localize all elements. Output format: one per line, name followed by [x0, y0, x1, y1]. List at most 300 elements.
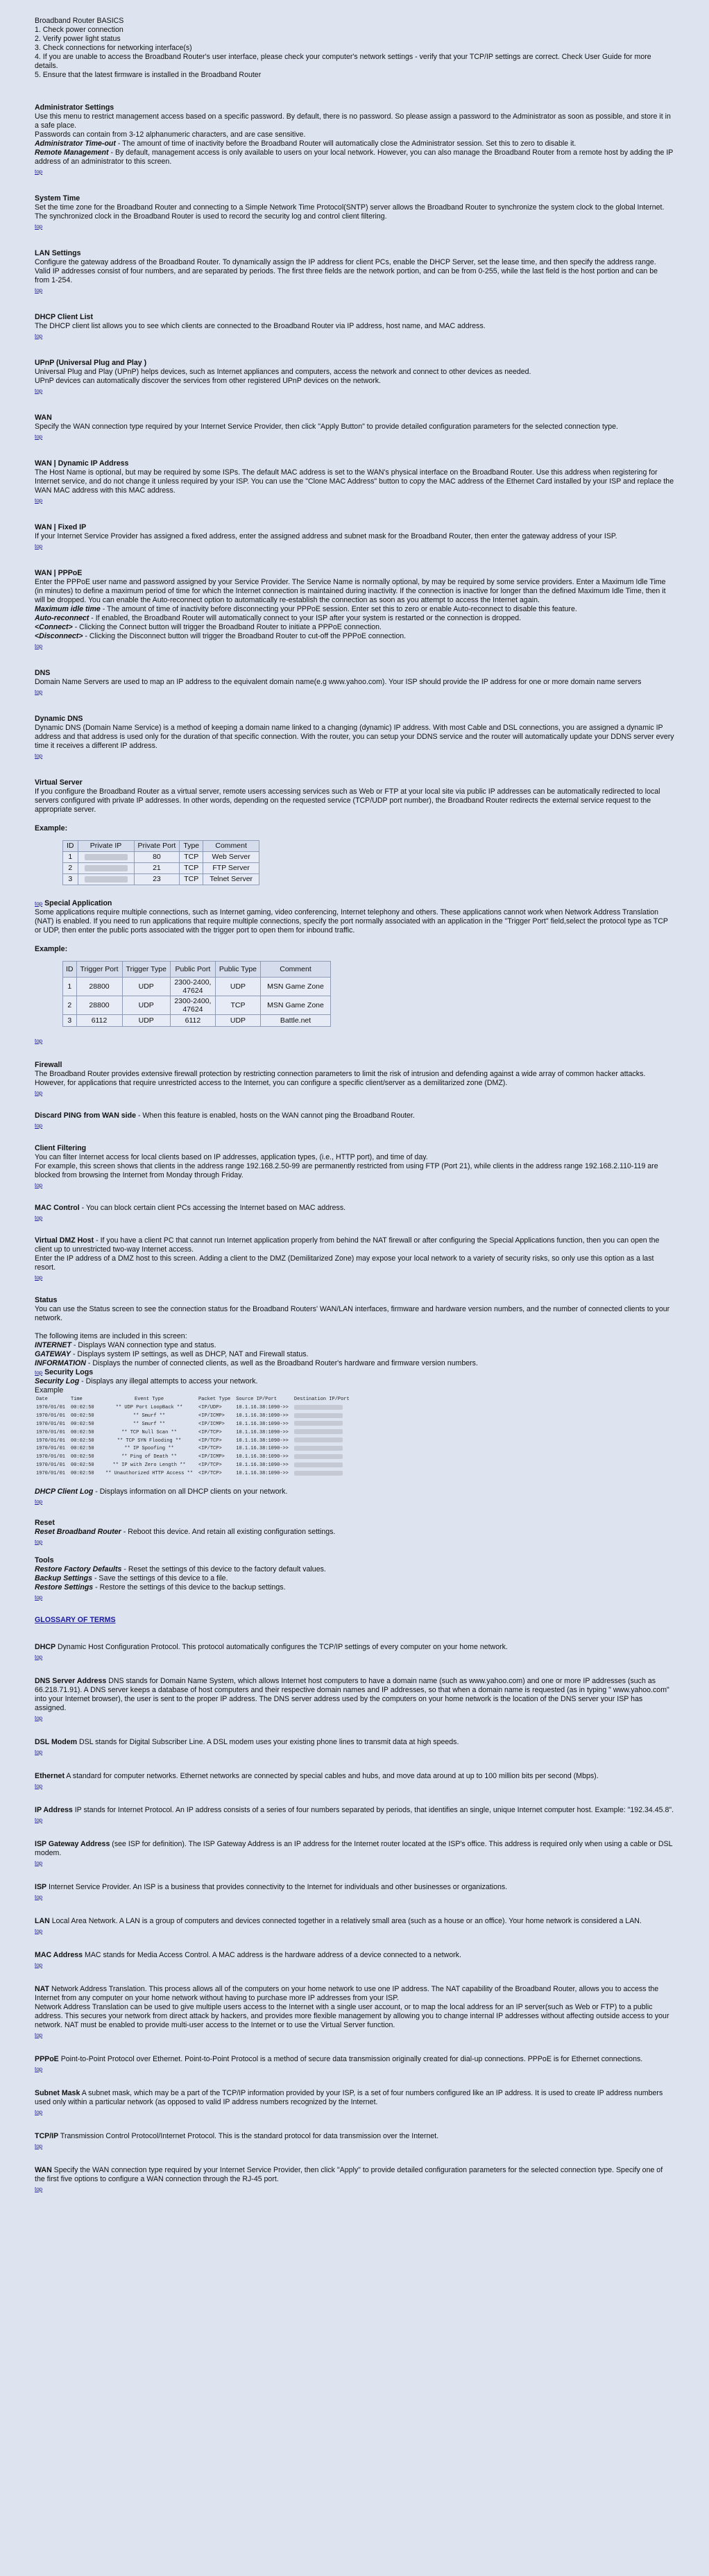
glossary-definition: Local Area Network. A LAN is a group of computers and devices connected together in a relatively small area (such as a house or an office). Your home network is considered a LAN. — [49, 1917, 642, 1926]
basics-section — [35, 17, 674, 80]
table-cell: ** TCP Null Scan ** — [121, 1429, 177, 1435]
table-cell: 1 — [63, 978, 77, 996]
table-cell: 10.1.16.38:1090->> — [236, 1471, 289, 1477]
admin-section — [35, 103, 674, 176]
glossary-definition: Dynamic Host Configuration Protocol. This protocol automatically configures the TCP/IP settings of every computer on your home network. — [55, 1643, 508, 1652]
top-link[interactable]: top — [35, 1215, 43, 1221]
dhcp-log-line — [35, 1487, 674, 1496]
table-cell: 1970/01/01 — [36, 1462, 66, 1469]
table-cell: TCP — [180, 863, 203, 874]
table-header: ID — [63, 841, 78, 852]
table-cell: 21 — [134, 863, 180, 874]
top-link[interactable]: top — [35, 1090, 43, 1096]
table-cell: 00:02:50 — [71, 1413, 94, 1419]
glossary-term: Subnet Mask — [35, 2089, 80, 2098]
table-cell: <IP/TCP> — [198, 1438, 222, 1444]
dmz-p2: Enter the IP address of a DMZ host to this screen. Adding a client to the DMZ (Demilitarized Zone) may expose your local network to a variety of security risks, so only use this option as a last resort. — [35, 1254, 654, 1272]
table-row — [63, 863, 259, 874]
system-time-text: Set the time zone for the Broadband Router and connecting to a Simple Network Time Protocol(SNTP) server allows the Broadband Router to synchronize the system clock to the global Internet. The synchronized clock in the Broadband Router is used to record the security log and control client filtering. — [35, 203, 665, 221]
security-log-line — [35, 1377, 674, 1386]
glossary-term: TCP/IP — [35, 2132, 59, 2141]
table-cell: ** IP with Zero Length ** — [112, 1462, 186, 1469]
status-internet-text: - Displays WAN connection type and status. — [71, 1341, 216, 1349]
top-link[interactable]: top — [35, 1928, 43, 1935]
glossary-entry — [35, 1738, 674, 1757]
vserver-table — [62, 840, 259, 885]
wan-section — [35, 413, 674, 441]
ddns-section — [35, 715, 674, 760]
table-cell-redacted — [294, 1446, 354, 1453]
vserver-section — [35, 778, 674, 885]
table-cell: 00:02:50 — [71, 1454, 94, 1460]
table-cell: 2 — [63, 863, 78, 874]
admin-title: Administrator Settings — [35, 103, 114, 112]
table-cell: <IP/TCP> — [198, 1446, 222, 1452]
tools-restore-text: - Reset the settings of this device to the factory default values. — [121, 1565, 326, 1574]
client-filter-section — [35, 1144, 674, 1190]
basics-item: 2. Verify power light status — [35, 35, 121, 43]
upnp-section — [35, 359, 674, 395]
table-header: Public Port — [170, 962, 215, 978]
pppoe-connect-text: - Clicking the Connect button will trigger the Broadband Router to initiate a PPPoE connection. — [72, 623, 382, 631]
pppoe-idle — [35, 605, 674, 614]
top-link[interactable]: top — [35, 1539, 43, 1546]
glossary-line — [35, 1806, 674, 1815]
top-link[interactable]: top — [35, 1860, 43, 1867]
basics-item: 5. Ensure that the latest firmware is installed in the Broadband Router — [35, 71, 262, 79]
reset-section — [35, 1519, 674, 1546]
table-cell: <IP/TCP> — [198, 1462, 222, 1469]
table-cell: 80 — [134, 852, 180, 863]
table-cell: 2300-2400, 47624 — [170, 996, 215, 1015]
reset-title: Reset — [35, 1519, 55, 1528]
top-link[interactable]: top — [35, 287, 43, 293]
table-cell: 28800 — [76, 978, 122, 996]
glossary-term: LAN — [35, 1917, 50, 1926]
special-app-section — [35, 899, 674, 1046]
top-link[interactable]: top — [35, 2109, 43, 2116]
dns-section — [35, 669, 674, 697]
glossary-entry — [35, 1772, 674, 1791]
top-link[interactable]: top — [35, 1894, 43, 1901]
glossary-entry — [35, 2132, 674, 2151]
tools-section — [35, 1556, 674, 1602]
mac-control-title: MAC Control — [35, 1204, 80, 1212]
pppoe-auto — [35, 614, 674, 623]
security-log-table-wrap — [35, 1395, 423, 1479]
table-cell-redacted — [294, 1454, 354, 1461]
vserver-title: Virtual Server — [35, 778, 83, 787]
table-row — [36, 1462, 354, 1469]
top-link[interactable]: top — [35, 1817, 43, 1824]
ddns-title: Dynamic DNS — [35, 715, 83, 723]
table-row — [63, 852, 259, 863]
table-cell: <IP/TCP> — [198, 1429, 222, 1435]
special-app-example-label: Example: — [35, 945, 68, 953]
status-info-text: - Displays the number of connected clients, as well as the Broadband Router's hardware and firmware version numbers. — [85, 1359, 478, 1367]
table-cell: 1970/01/01 — [36, 1446, 66, 1452]
table-cell: 1970/01/01 — [36, 1413, 66, 1419]
glossary-line — [35, 1677, 674, 1713]
glossary-entry — [35, 1985, 674, 2040]
table-row — [63, 874, 259, 885]
table-header: Packet Type — [198, 1397, 231, 1402]
glossary-line — [35, 1985, 674, 2003]
top-link[interactable]: top — [35, 2143, 43, 2150]
table-cell: 28800 — [76, 996, 122, 1015]
system-time-title: System Time — [35, 194, 80, 203]
admin-remote-text: - By default, management access is only available to users on your local network. However, you can also manage the Broadband Router from a remote host by adding the IP address of an administrator to this screen. — [35, 148, 674, 166]
dhcp-log-label: DHCP Client Log — [35, 1487, 94, 1496]
top-link[interactable]: top — [35, 1499, 43, 1505]
tools-backup-text: - Save the settings of this device to a file. — [92, 1574, 228, 1583]
mac-control-section — [35, 1204, 674, 1222]
glossary-definition: Point-to-Point Protocol over Ethernet. Point-to-Point Protocol is a method of secure data transmission originally created for dial-up connections. PPPoE is for Ethernet connections. — [58, 2055, 643, 2064]
table-cell-redacted — [294, 1429, 354, 1436]
table-cell-redacted — [78, 874, 134, 885]
glossary-line — [35, 1772, 674, 1781]
top-link[interactable]: top — [35, 1654, 43, 1661]
special-app-title: Special Application — [44, 899, 112, 907]
status-following: The following items are included in this screen: — [35, 1332, 187, 1340]
table-cell: UDP — [215, 1015, 260, 1027]
table-cell: Telnet Server — [203, 874, 259, 885]
discard-ping-title: Discard PING from WAN side — [35, 1111, 136, 1120]
status-section — [35, 1296, 674, 1368]
glossary-term: ISP Gateway Address — [35, 1840, 110, 1849]
table-cell: 00:02:50 — [71, 1462, 94, 1469]
glossary-term: ISP — [35, 1883, 47, 1892]
top-link[interactable]: top — [35, 1274, 43, 1281]
lan-title: LAN Settings — [35, 249, 81, 257]
system-time-section — [35, 194, 674, 231]
table-row — [63, 996, 331, 1015]
table-row — [36, 1446, 354, 1453]
glossary-definition: DSL stands for Digital Subscriber Line. A DSL modem uses your existing phone lines to transmit data at high speeds. — [77, 1738, 459, 1747]
security-log-table — [35, 1395, 355, 1479]
pppoe-connect — [35, 623, 674, 632]
status-info — [35, 1359, 674, 1368]
dhcp-list-text: The DHCP client list allows you to see which clients are connected to the Broadband Router via IP address, host name, and MAC address. — [35, 322, 486, 330]
table-header: Comment — [203, 841, 259, 852]
top-link[interactable]: top — [35, 333, 43, 339]
glossary-title[interactable]: GLOSSARY OF TERMS — [35, 1616, 116, 1625]
top-link[interactable]: top — [35, 2066, 43, 2073]
top-link[interactable]: top — [35, 753, 43, 759]
table-header: Source IP/Port — [236, 1397, 277, 1402]
table-header: Type — [180, 841, 203, 852]
glossary-definition: A standard for computer networks. Ethernet networks are connected by special cables and hubs, and move data around at up to 100 million bits per second (Mbps). — [64, 1772, 599, 1781]
security-logs-section — [35, 1368, 674, 1506]
glossary-entry — [35, 1643, 674, 1662]
table-cell: 00:02:50 — [71, 1429, 94, 1435]
top-link[interactable]: top — [35, 1594, 43, 1601]
table-cell: 6112 — [76, 1015, 122, 1027]
table-cell: <IP/UDP> — [198, 1404, 222, 1410]
table-cell: 10.1.16.38:1090->> — [236, 1446, 289, 1452]
table-cell: 1970/01/01 — [36, 1454, 66, 1460]
glossary-definition: IP stands for Internet Protocol. An IP address consists of a series of four numbers separated by periods, that identifies an single, unique Internet computer host. Example: "192.34.45.8". — [72, 1806, 674, 1815]
reset-text: - Reboot this device. And retain all existing configuration settings. — [121, 1528, 336, 1537]
table-cell: 00:02:50 — [71, 1421, 94, 1427]
table-row — [36, 1421, 354, 1428]
table-cell-redacted — [294, 1471, 354, 1478]
table-cell: 10.1.16.38:1090->> — [236, 1429, 289, 1435]
table-header: Date — [36, 1397, 48, 1402]
reset-line — [35, 1528, 674, 1537]
table-cell: 10.1.16.38:1090->> — [236, 1404, 289, 1410]
top-link[interactable]: top — [35, 543, 43, 549]
basics-title: Broadband Router BASICS — [35, 17, 124, 25]
glossary-term: Ethernet — [35, 1772, 65, 1781]
table-cell: 10.1.16.38:1090->> — [236, 1413, 289, 1419]
table-cell: ** UDP Port LoopBack ** — [115, 1404, 183, 1410]
glossary-definition-extra: Network Address Translation can be used to give multiple users access to the Internet with a single user account, or to map the local address for an IP server(such as Web or FTP) to a public address. This secures your network from direct attack by hackers, and provides more flexible management by allowing you to change internal IP addresses without affecting outside access to your network. NAT must be enabled to provide multi-user access to the Internet or to use the Virtual Server function. — [35, 2003, 669, 2030]
table-cell: 3 — [63, 1015, 77, 1027]
tools-rsettings-text: - Restore the settings of this device to the backup settings. — [93, 1583, 286, 1592]
table-cell-redacted — [294, 1421, 354, 1428]
top-link[interactable]: top — [35, 169, 43, 175]
table-header: Trigger Type — [122, 962, 170, 978]
table-header-row — [63, 841, 259, 852]
glossary-term: IP Address — [35, 1806, 73, 1815]
client-filter-p2: For example, this screen shows that clients in the address range 192.168.2.50-99 are permanently restricted from using FTP (Port 21), while clients in the address range 192.168.2.110-119 are blocked from browsing the Internet from Monday through Friday. — [35, 1162, 658, 1179]
tools-title: Tools — [35, 1556, 54, 1565]
admin-timeout — [35, 139, 674, 148]
top-link[interactable]: top — [35, 901, 43, 907]
table-cell: UDP — [122, 978, 170, 996]
glossary-term: WAN — [35, 2166, 52, 2175]
reset-label: Reset Broadband Router — [35, 1528, 121, 1537]
firewall-section — [35, 1061, 674, 1098]
glossary-entry — [35, 1951, 674, 1970]
top-link[interactable]: top — [35, 1038, 43, 1044]
table-cell: 2 — [63, 996, 77, 1015]
top-link[interactable]: top — [35, 434, 43, 440]
pppoe-idle-label: Maximum idle time — [35, 605, 101, 613]
status-info-label: INFORMATION — [35, 1359, 86, 1367]
table-cell: Web Server — [203, 852, 259, 863]
table-cell: MSN Game Zone — [261, 996, 331, 1015]
pppoe-connect-label: <Connect> — [35, 623, 73, 631]
glossary-entry — [35, 1917, 674, 1936]
admin-p1: Use this menu to restrict management access based on a specific password. By default, there is no password. So please assign a password to the Administrator as soon as possible, and store it in a safe place. — [35, 112, 671, 130]
table-cell: ** Ping of Death ** — [121, 1454, 177, 1460]
vserver-text: If you configure the Broadband Router as a virtual server, remote users accessing services such as Web or FTP at your local site via public IP addresses can be automatically redirected to local servers configured with private IP addresses. In other words, depending on the requested service (TCP/UDP port number), the Broadband Router redirects the external service request to the appropriate server. — [35, 787, 660, 814]
glossary-term: MAC Address — [35, 1951, 83, 1960]
tools-restore-label: Restore Factory Defaults — [35, 1565, 122, 1574]
glossary-term: DNS Server Address — [35, 1677, 107, 1686]
wan-dynamic-title: WAN | Dynamic IP Address — [35, 459, 129, 468]
table-row — [36, 1454, 354, 1461]
table-cell: 00:02:50 — [71, 1404, 94, 1410]
glossary-line — [35, 2166, 674, 2184]
security-log-label: Security Log — [35, 1377, 80, 1385]
table-cell: 00:02:50 — [71, 1438, 94, 1444]
dmz-line — [35, 1236, 674, 1254]
top-link[interactable]: top — [35, 2186, 43, 2193]
pppoe-disconnect — [35, 632, 674, 641]
table-cell-redacted — [294, 1405, 354, 1412]
discard-ping-section — [35, 1111, 674, 1130]
top-link[interactable]: top — [35, 2032, 43, 2039]
top-link[interactable]: top — [35, 497, 43, 504]
table-header: Public Type — [215, 962, 260, 978]
pppoe-auto-text: - If enabled, the Broadband Router will automatically connect to your ISP after your system is restarted or the connection is dropped. — [89, 614, 522, 622]
dhcp-log-text: - Displays information on all DHCP clients on your network. — [93, 1487, 288, 1496]
table-cell-redacted — [294, 1438, 354, 1444]
glossary-entry — [35, 2089, 674, 2117]
admin-timeout-text: - The amount of time of inactivity before the Broadband Router will automatically close the Administrator session. Set this to zero to disable it. — [115, 139, 576, 148]
table-cell: 1970/01/01 — [36, 1429, 66, 1435]
dmz-section — [35, 1236, 674, 1282]
table-cell: 1970/01/01 — [36, 1404, 66, 1410]
table-cell: 1 — [63, 852, 78, 863]
top-link[interactable]: top — [35, 689, 43, 695]
pppoe-idle-text: - The amount of time of inactivity before disconnecting your PPPoE session. Enter set this to zero or enable Auto-reconnect to disable this feature. — [100, 605, 577, 613]
table-cell-redacted — [78, 863, 134, 874]
wan-pppoe-section — [35, 569, 674, 651]
status-internet-label: INTERNET — [35, 1341, 71, 1349]
glossary-definition: (see ISP for definition). The ISP Gateway Address is an IP address for the Internet router located at the ISP's office. This address is required only when using a cable or DSL modem. — [35, 1840, 673, 1858]
table-row — [36, 1405, 354, 1412]
table-cell: <IP/TCP> — [198, 1471, 222, 1477]
top-link[interactable]: top — [35, 388, 43, 394]
admin-timeout-label: Administrator Time-out — [35, 139, 116, 148]
glossary-entry — [35, 1883, 674, 1902]
status-gateway-label: GATEWAY — [35, 1350, 71, 1358]
upnp-p1: Universal Plug and Play (UPnP) helps devices, such as Internet appliances and computers, access the network and connect to other devices as needed. — [35, 368, 531, 376]
glossary-term: DSL Modem — [35, 1738, 78, 1747]
glossary-term: NAT — [35, 1985, 49, 1994]
table-cell: 3 — [63, 874, 78, 885]
admin-remote — [35, 148, 674, 167]
glossary-term: DHCP — [35, 1643, 56, 1652]
glossary-line — [35, 1643, 674, 1652]
top-link[interactable]: top — [35, 643, 43, 649]
table-header-row — [63, 962, 331, 978]
top-link[interactable]: top — [35, 1182, 43, 1188]
tools-backup-label: Backup Settings — [35, 1574, 93, 1583]
dhcp-list-title: DHCP Client List — [35, 313, 93, 321]
table-cell: 6112 — [170, 1015, 215, 1027]
firewall-title: Firewall — [35, 1061, 62, 1069]
dmz-title: Virtual DMZ Host — [35, 1236, 94, 1245]
wan-fixed-section — [35, 523, 674, 551]
table-cell: TCP — [180, 852, 203, 863]
special-app-heading — [35, 899, 674, 908]
security-logs-title: Security Logs — [44, 1368, 94, 1376]
table-cell-redacted — [294, 1462, 354, 1469]
wan-title: WAN — [35, 413, 52, 422]
firewall-text: The Broadband Router provides extensive firewall protection by restricting connection parameters to limit the risk of intrusion and defending against a wide array of common hacker attacks. However, for applications that require unrestricted access to the Internet, you can configure a specific client/server as a demilitarized zone (DMZ). — [35, 1070, 646, 1087]
glossary-definition: DNS stands for Domain Name System, which allows Internet host computers to have a domain name (such as www.yahoo.com) and one or more IP addresses (such as 66.218.71.91). A DNS server keeps a database of host computers and their respective domain names and IP addresses, so that when a domain name is requested (as in typing " www.yahoo.com" into your Internet browser), the user is sent to the proper IP address. The DNS server address used by the computers on your home network is the location of the DNS server your ISP has assigned. — [35, 1677, 669, 1713]
table-cell: 1970/01/01 — [36, 1471, 66, 1477]
special-app-table — [62, 961, 331, 1027]
mac-control-line — [35, 1204, 674, 1213]
lan-p1: Configure the gateway address of the Broadband Router. To dynamically assign the IP address for client PCs, enable the DHCP Server, set the lease time, and then specify the address range. — [35, 258, 656, 266]
dns-title: DNS — [35, 669, 51, 677]
admin-p2: Passwords can contain from 3-12 alphanumeric characters, and are case sensitive. — [35, 130, 306, 139]
pppoe-disconnect-label: <Disconnect> — [35, 632, 83, 640]
table-row — [36, 1429, 354, 1436]
mac-control-text: - You can block certain client PCs accessing the Internet based on MAC address. — [79, 1204, 346, 1212]
dmz-text: - If you have a client PC that cannot run Internet application properly from behind the NAT firewall or after configuring the Special Applications function, then you can open the client up to unrestricted two-way Internet access. — [35, 1236, 660, 1254]
admin-remote-label: Remote Management — [35, 148, 109, 157]
tools-backup — [35, 1574, 674, 1583]
ddns-text: Dynamic DNS (Domain Name Service) is a method of keeping a domain name linked to a changing (dynamic) IP address. With most Cable and DSL connections, you are assigned a dynamic IP address and that address is used only for the duration of that specific connection. With the router, you can setup your DDNS service and the router will automatically update your DDNS server every time it receives a different IP address. — [35, 724, 674, 750]
table-cell: 1970/01/01 — [36, 1421, 66, 1427]
glossary-entry — [35, 1677, 674, 1723]
table-cell: ** IP Spoofing ** — [124, 1446, 174, 1452]
glossary-entry — [35, 2166, 674, 2194]
glossary-line — [35, 1951, 674, 1960]
glossary-entry — [35, 1806, 674, 1825]
table-cell: <IP/ICMP> — [198, 1454, 225, 1460]
table-cell: ** TCP SYN Flooding ** — [117, 1438, 182, 1444]
status-gateway-text: - Displays system IP settings, as well as DHCP, NAT and Firewall status. — [71, 1350, 309, 1358]
tools-rsettings — [35, 1583, 674, 1592]
table-header: Private Port — [134, 841, 180, 852]
table-row — [63, 978, 331, 996]
table-cell: TCP — [215, 996, 260, 1015]
wan-dynamic-text: The Host Name is optional, but may be required by some ISPs. The default MAC address is set to the WAN's physical interface on the Broadband Router. Use this address when registering for Internet service, and do not change it unless required by your ISP. You can use the "Clone MAC Address" button to copy the MAC address of the Ethernet Card installed by your ISP and replace the WAN MAC address with this MAC address. — [35, 468, 674, 495]
glossary-definition: Network Address Translation. This process allows all of the computers on your home network to use one IP address. The NAT capability of the Broadband Router, allows you to access the Internet from any computer on your home network without having to purchase more IP addresses from your ISP. — [35, 1985, 659, 2003]
wan-fixed-text: If your Internet Service Provider has assigned a fixed address, enter the assigned address and subnet mask for the Broadband Router, then enter the gateway address of your ISP. — [35, 532, 617, 540]
wan-pppoe-title: WAN | PPPoE — [35, 569, 83, 577]
table-cell: <IP/ICMP> — [198, 1413, 225, 1419]
top-link[interactable]: top — [35, 1962, 43, 1969]
table-cell: 10.1.16.38:1090->> — [236, 1454, 289, 1460]
tools-rsettings-label: Restore Settings — [35, 1583, 94, 1592]
table-header: Destination IP/Port — [293, 1397, 350, 1402]
glossary-definition: Transmission Control Protocol/Internet Protocol. This is the standard protocol for data transmission over the Internet. — [58, 2132, 439, 2141]
top-link[interactable]: top — [35, 1123, 43, 1129]
table-row — [36, 1413, 354, 1420]
top-link[interactable]: top — [35, 223, 43, 230]
dhcp-list-section — [35, 313, 674, 341]
table-cell-redacted — [78, 852, 134, 863]
glossary-line — [35, 2089, 674, 2107]
top-link[interactable]: top — [35, 1783, 43, 1790]
table-cell: ** Smurf ** — [133, 1421, 166, 1427]
glossary-line — [35, 1883, 674, 1892]
vserver-example-label: Example: — [35, 824, 68, 833]
top-link[interactable]: top — [35, 1370, 43, 1376]
security-log-example: Example — [35, 1386, 64, 1394]
glossary-line — [35, 1917, 674, 1926]
lan-section — [35, 249, 674, 295]
wan-dynamic-section — [35, 459, 674, 505]
top-link[interactable]: top — [35, 1749, 43, 1756]
basics-item: 1. Check power connection — [35, 26, 123, 34]
table-cell: 10.1.16.38:1090->> — [236, 1462, 289, 1469]
table-cell: MSN Game Zone — [261, 978, 331, 996]
glossary-entry — [35, 1840, 674, 1868]
table-header: Comment — [261, 962, 331, 978]
wan-fixed-title: WAN | Fixed IP — [35, 523, 87, 531]
top-link[interactable]: top — [35, 1715, 43, 1722]
table-header-row — [36, 1397, 354, 1404]
table-cell: ** Smurf ** — [133, 1413, 166, 1419]
security-log-text: - Displays any illegal attempts to access your network. — [79, 1377, 258, 1385]
dns-text: Domain Name Servers are used to map an IP address to the equivalent domain name(e.g www.yahoo.com). Your ISP should provide the IP address for one or more domain name servers — [35, 678, 642, 686]
lan-p2: Valid IP addresses consist of four numbers, and are separated by periods. The first three fields are the network portion, and can be from 0-255, while the last field is the host portion and can be from 1-254. — [35, 267, 658, 284]
upnp-p2: UPnP devices can automatically discover the services from other registered UPnP devices on the network. — [35, 377, 381, 385]
table-header: Trigger Port — [76, 962, 122, 978]
glossary-definition: Specify the WAN connection type required by your Internet Service Provider, then click "Apply" to provide detailed configuration parameters for the selected connection type. Specify one of the first five options to configure a WAN connection through the RJ-45 port. — [35, 2166, 663, 2184]
status-internet — [35, 1341, 674, 1350]
